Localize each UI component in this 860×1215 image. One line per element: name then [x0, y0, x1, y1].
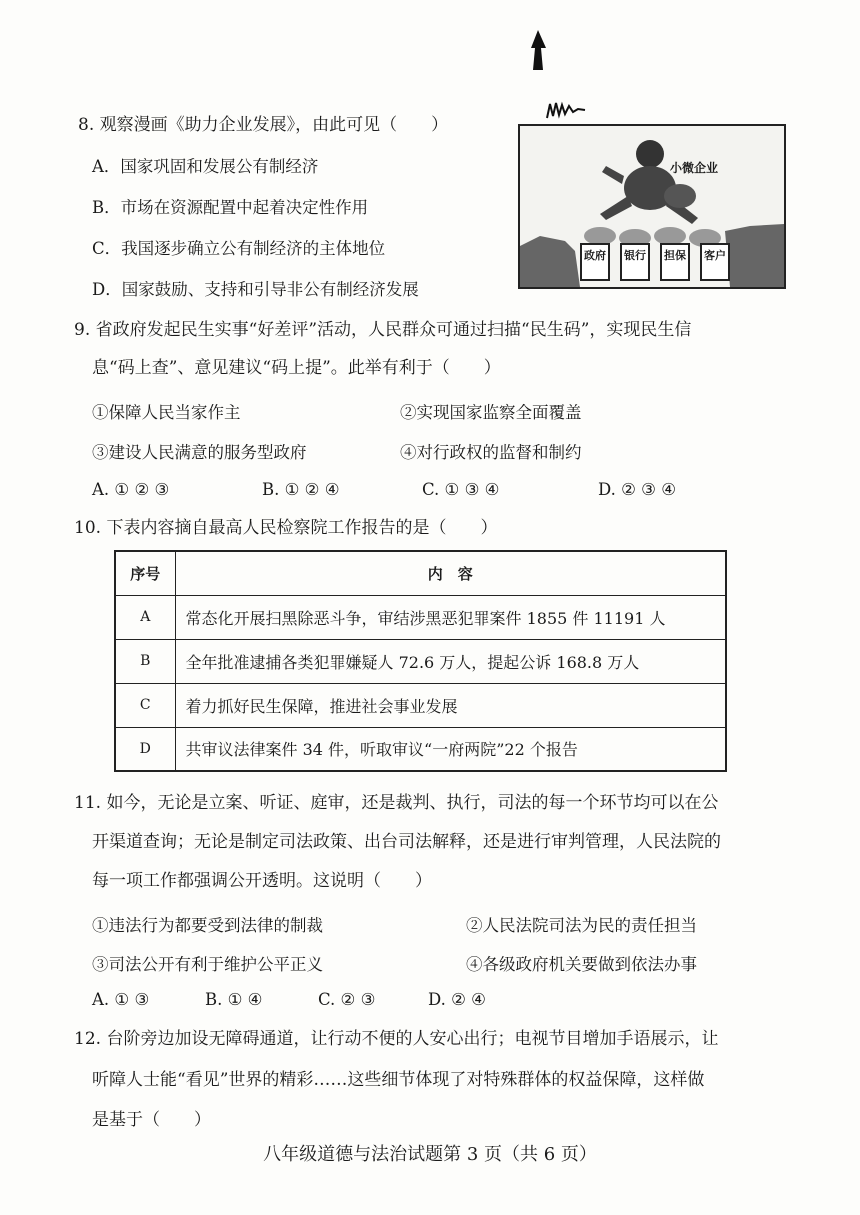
q10-stem: 10. 下表内容摘自最高人民检察院工作报告的是（ ） [74, 518, 498, 538]
q11-item-3: ③司法公开有利于维护公平正义 [92, 955, 323, 974]
q9-item-3: ③建设人民满意的服务型政府 [92, 443, 307, 462]
q11-choice-b: B. ① ④ [205, 990, 263, 1009]
q9-choice-b: B. ① ② ④ [262, 480, 340, 499]
q11-item-1: ①违法行为都要受到法律的制裁 [92, 916, 323, 935]
q11-stem-line3: 每一项工作都强调公开透明。这说明（ ） [92, 871, 432, 891]
table-cell-key: B [115, 639, 175, 683]
q9-stem-line2: 息“码上查”、意见建议“码上提”。此举有利于（ ） [92, 358, 501, 378]
cartoon-illustration [518, 124, 786, 289]
cartoon-block-customer: 客户 [700, 243, 730, 281]
table-cell-key: A [115, 595, 175, 639]
q12-stem-line2: 听障人士能“看见”世界的精彩……这些细节体现了对特殊群体的权益保障，这样做 [92, 1070, 705, 1090]
report-table [114, 550, 727, 772]
cartoon-block-government: 政府 [580, 243, 610, 281]
table-row [115, 727, 726, 771]
q9-choice-c: C. ① ③ ④ [422, 480, 500, 499]
table-cell-content: 全年批准逮捕各类犯罪嫌疑人 72.6 万人，提起公诉 168.8 万人 [175, 639, 726, 683]
q11-stem-line2: 开渠道查询；无论是制定司法政策、出台司法解释，还是进行审判管理，人民法院的 [92, 832, 721, 852]
q11-item-4: ④各级政府机关要做到依法办事 [466, 955, 697, 974]
table-header-row [115, 551, 726, 595]
table-cell-key: D [115, 727, 175, 771]
q12-stem-line1: 12. 台阶旁边加设无障碍通道，让行动不便的人安心出行；电视节目增加手语展示，让 [74, 1029, 719, 1049]
table-row [115, 639, 726, 683]
q8-option-a: A．国家巩固和发展公有制经济 [92, 157, 319, 176]
q8-option-b: B．市场在资源配置中起着决定性作用 [92, 198, 369, 217]
q9-item-1: ①保障人民当家作主 [92, 403, 241, 422]
table-row [115, 683, 726, 727]
q11-choice-d: D. ② ④ [428, 990, 486, 1009]
q8-option-d: D．国家鼓励、支持和引导非公有制经济发展 [92, 280, 419, 299]
q9-item-2: ②实现国家监察全面覆盖 [400, 403, 582, 422]
table-header-content: 内 容 [175, 551, 726, 595]
table-row [115, 595, 726, 639]
q11-choice-a: A. ① ③ [92, 990, 150, 1009]
table-cell-content: 常态化开展扫黑除恶斗争，审结涉黑恶犯罪案件 1855 件 11191 人 [175, 595, 726, 639]
q9-choice-d: D. ② ③ ④ [598, 480, 676, 499]
table-cell-key: C [115, 683, 175, 727]
table-cell-content: 着力抓好民生保障，推进社会事业发展 [175, 683, 726, 727]
cartoon-block-guarantee: 担保 [660, 243, 690, 281]
scribble-mark [545, 100, 589, 122]
ink-mark [527, 28, 549, 72]
q11-item-2: ②人民法院司法为民的责任担当 [466, 916, 697, 935]
cartoon-label: 小微企业 [670, 161, 719, 175]
table-cell-content: 共审议法律案件 34 件，听取审议“一府两院”22 个报告 [175, 727, 726, 771]
page-footer: 八年级道德与法治试题第 3 页（共 6 页） [263, 1144, 597, 1165]
q9-choice-a: A. ① ② ③ [92, 480, 170, 499]
q9-stem-line1: 9. 省政府发起民生实事“好差评”活动，人民群众可通过扫描“民生码”，实现民生信 [74, 320, 692, 340]
cartoon-block-bank: 银行 [620, 243, 650, 281]
q8-stem: 8. 观察漫画《助力企业发展》，由此可见（ ） [78, 115, 449, 135]
q11-stem-line1: 11. 如今，无论是立案、听证、庭审，还是裁判、执行，司法的每一个环节均可以在公 [74, 793, 719, 813]
q12-stem-line3: 是基于（ ） [92, 1110, 211, 1130]
q9-item-4: ④对行政权的监督和制约 [400, 443, 582, 462]
q8-option-c: C．我国逐步确立公有制经济的主体地位 [92, 239, 386, 258]
cartoon-drawing [520, 126, 784, 287]
table-header-index: 序号 [115, 551, 175, 595]
q11-choice-c: C. ② ③ [318, 990, 376, 1009]
